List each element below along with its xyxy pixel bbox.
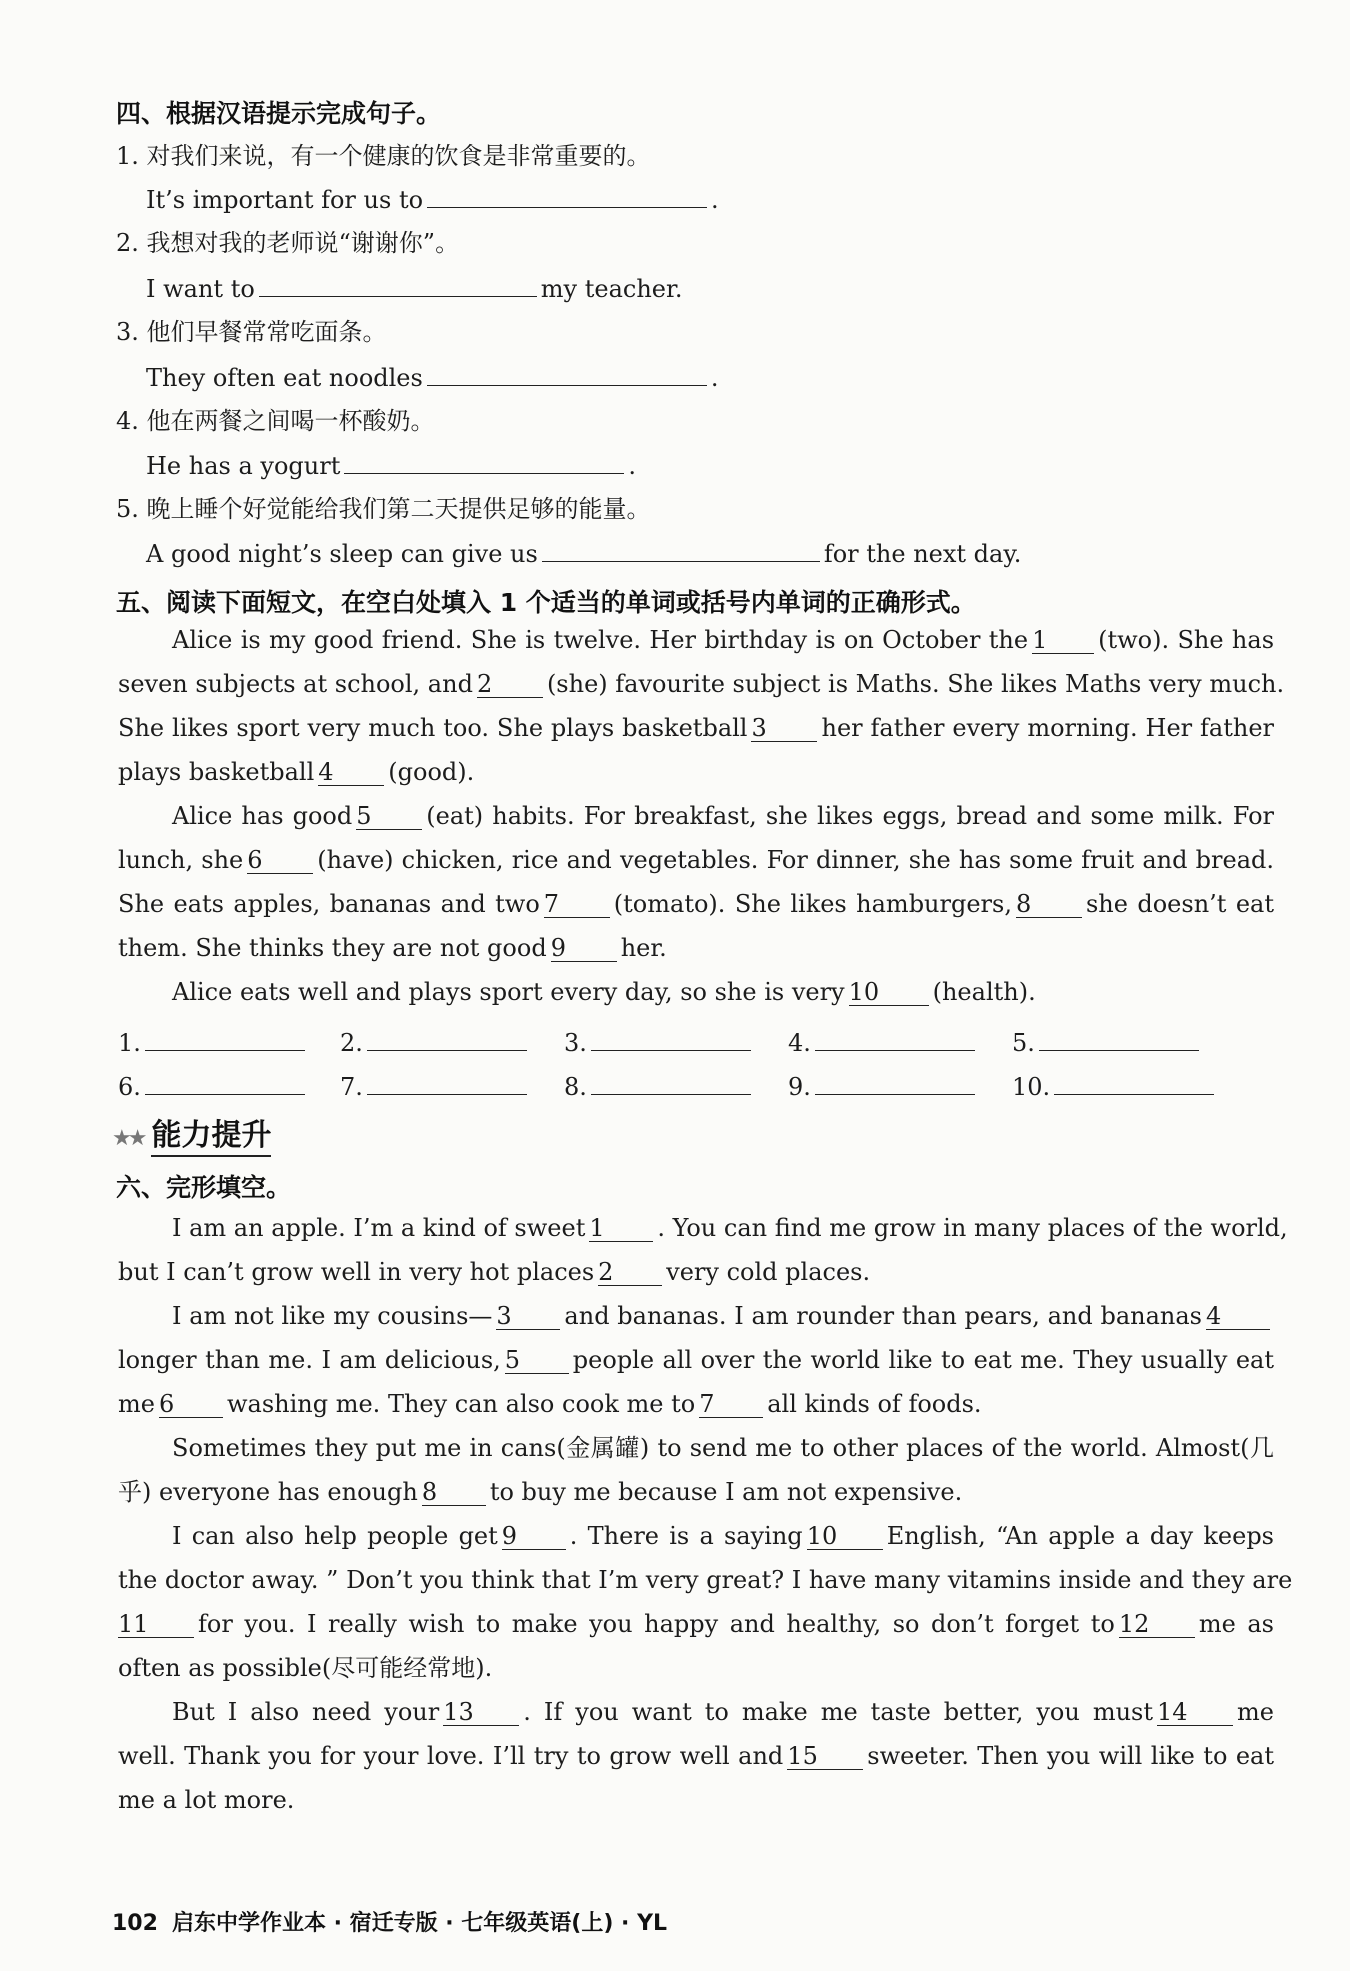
answer-slot[interactable]: 9. <box>788 1068 975 1101</box>
s6-blank-5[interactable]: 5 <box>505 1345 569 1374</box>
section5-heading: 五、阅读下面短文，在空白处填入 1 个适当的单词或括号内单词的正确形式。 <box>116 588 976 617</box>
s5-line-4: plays basketball 4 (good). <box>118 758 475 786</box>
s6-line-6: Sometimes they put me in cans(金属罐) to send me to other places of the world. Almost(几 <box>172 1434 1274 1462</box>
s6-line-11: often as possible(尽可能经常地). <box>118 1654 493 1682</box>
s5-blank-6[interactable]: 6 <box>247 845 313 874</box>
page-number: 102 <box>112 1911 158 1936</box>
s5-line-7: She eats apples, bananas and two 7 (tomato). She likes hamburgers, 8 she doesn’t eat <box>118 890 1274 918</box>
s5-line-6: lunch, she 6 (have) chicken, rice and vegetables. For dinner, she has some fruit and bread. <box>118 846 1274 874</box>
answer-slot[interactable]: 10. <box>1012 1068 1214 1101</box>
s6-line-12: But I also need your 13 . If you want to make me taste better, you must 14 me <box>172 1698 1274 1726</box>
s4-blank-1[interactable] <box>427 183 707 208</box>
s5-line-8: them. She thinks they are not good 9 her. <box>118 934 667 962</box>
s6-blank-3[interactable]: 3 <box>496 1301 560 1330</box>
s4-item3-cn: 3. 他们早餐常常吃面条。 <box>116 318 387 346</box>
section6-heading: 六、完形填空。 <box>116 1173 292 1202</box>
s4-blank-3[interactable] <box>427 361 707 386</box>
s5-blank-4[interactable]: 4 <box>318 757 384 786</box>
answer-slot[interactable]: 7. <box>340 1068 527 1101</box>
s5-line-3: She likes sport very much too. She plays basketball 3 her father every morning. Her father <box>118 714 1274 742</box>
answer-slot[interactable]: 8. <box>564 1068 751 1101</box>
s6-line-3: I am not like my cousins— 3 and bananas. I am rounder than pears, and bananas 4 <box>172 1300 1274 1332</box>
s6-blank-14[interactable]: 14 <box>1157 1697 1233 1726</box>
answer-slot[interactable]: 5. <box>1012 1024 1199 1057</box>
s5-blank-8[interactable]: 8 <box>1016 889 1082 918</box>
s4-item5-en: A good night’s sleep can give us for the next day. <box>146 537 1021 570</box>
s6-blank-9[interactable]: 9 <box>502 1521 566 1550</box>
s5-blank-1[interactable]: 1 <box>1032 625 1094 654</box>
s6-line-2: but I can’t grow well in very hot places 2 very cold places. <box>118 1258 871 1286</box>
s4-blank-2[interactable] <box>259 272 537 297</box>
s5-line-1: Alice is my good friend. She is twelve. Her birthday is on October the 1 (two). She has <box>172 626 1275 654</box>
answer-slot[interactable]: 2. <box>340 1024 527 1057</box>
s6-blank-2[interactable]: 2 <box>598 1257 662 1286</box>
s6-blank-7[interactable]: 7 <box>699 1389 763 1418</box>
s6-blank-12[interactable]: 12 <box>1119 1609 1195 1638</box>
s5-blank-7[interactable]: 7 <box>544 889 610 918</box>
s6-line-4: longer than me. I am delicious, 5 people all over the world like to eat me. They usually eat <box>118 1346 1274 1374</box>
s6-blank-10[interactable]: 10 <box>807 1521 883 1550</box>
s6-blank-11[interactable]: 11 <box>118 1609 194 1638</box>
s6-blank-4[interactable]: 4 <box>1206 1301 1270 1330</box>
s6-blank-15[interactable]: 15 <box>787 1741 863 1770</box>
s5-blank-3[interactable]: 3 <box>751 713 817 742</box>
s5-blank-9[interactable]: 9 <box>551 933 617 962</box>
s6-line-14: me a lot more. <box>118 1786 295 1814</box>
s6-blank-13[interactable]: 13 <box>443 1697 519 1726</box>
book-title: 启东中学作业本 · 宿迁专版 · 七年级英语(上) · YL <box>171 1911 668 1936</box>
ability-badge: ★★ 能力提升 <box>112 1110 271 1154</box>
s4-item2-en: I want to my teacher. <box>146 272 682 305</box>
s4-item4-cn: 4. 他在两餐之间喝一杯酸奶。 <box>116 407 435 435</box>
answer-slot[interactable]: 6. <box>118 1068 305 1101</box>
s6-line-13: well. Thank you for your love. I’ll try to grow well and 15 sweeter. Then you will like to eat <box>118 1742 1274 1770</box>
section4-heading: 四、根据汉语提示完成句子。 <box>116 99 442 128</box>
s5-blank-2[interactable]: 2 <box>477 669 543 698</box>
s4-item5-cn: 5. 晚上睡个好觉能给我们第二天提供足够的能量。 <box>116 495 651 523</box>
answer-slot[interactable]: 1. <box>118 1024 305 1057</box>
s5-line-2: seven subjects at school, and 2 (she) favourite subject is Maths. She likes Maths very much. <box>118 670 1285 698</box>
s6-line-1: I am an apple. I’m a kind of sweet 1 . You can find me grow in many places of the world, <box>172 1214 1288 1242</box>
s6-line-7: 乎) everyone has enough 8 to buy me because I am not expensive. <box>118 1478 963 1506</box>
answer-slot[interactable]: 3. <box>564 1024 751 1057</box>
s6-blank-8[interactable]: 8 <box>422 1477 486 1506</box>
page-footer <box>112 1906 667 1937</box>
s5-blank-5[interactable]: 5 <box>356 801 422 830</box>
s6-blank-1[interactable]: 1 <box>589 1213 653 1242</box>
s4-blank-4[interactable] <box>344 449 624 474</box>
s4-blank-5[interactable] <box>542 537 820 562</box>
s4-item1-cn: 1. 对我们来说，有一个健康的饮食是非常重要的。 <box>116 142 651 170</box>
s4-item4-en: He has a yogurt . <box>146 449 636 482</box>
s6-line-8: I can also help people get 9 . There is a saying 10 English, “An apple a day keeps <box>172 1522 1275 1550</box>
s6-line-9: the doctor away. ” Don’t you think that I’m very great? I have many vitamins inside and they are <box>118 1566 1293 1594</box>
s6-line-5: me 6 washing me. They can also cook me to 7 all kinds of foods. <box>118 1390 982 1418</box>
s4-item1-en: It’s important for us to . <box>146 183 719 216</box>
s6-blank-6[interactable]: 6 <box>159 1389 223 1418</box>
stars-icon: ★★ <box>112 1126 144 1151</box>
s5-line-5: Alice has good 5 (eat) habits. For breakfast, she likes eggs, bread and some milk. For <box>172 802 1274 830</box>
s4-item2-cn: 2. 我想对我的老师说“谢谢你”。 <box>116 229 460 257</box>
s6-line-10: 11 for you. I really wish to make you happy and healthy, so don’t forget to 12 me as <box>118 1610 1274 1638</box>
answer-slot[interactable]: 4. <box>788 1024 975 1057</box>
s5-line-9: Alice eats well and plays sport every day, so she is very 10 (health). <box>172 978 1036 1006</box>
s4-item3-en: They often eat noodles . <box>146 361 718 394</box>
s5-blank-10[interactable]: 10 <box>849 977 929 1006</box>
